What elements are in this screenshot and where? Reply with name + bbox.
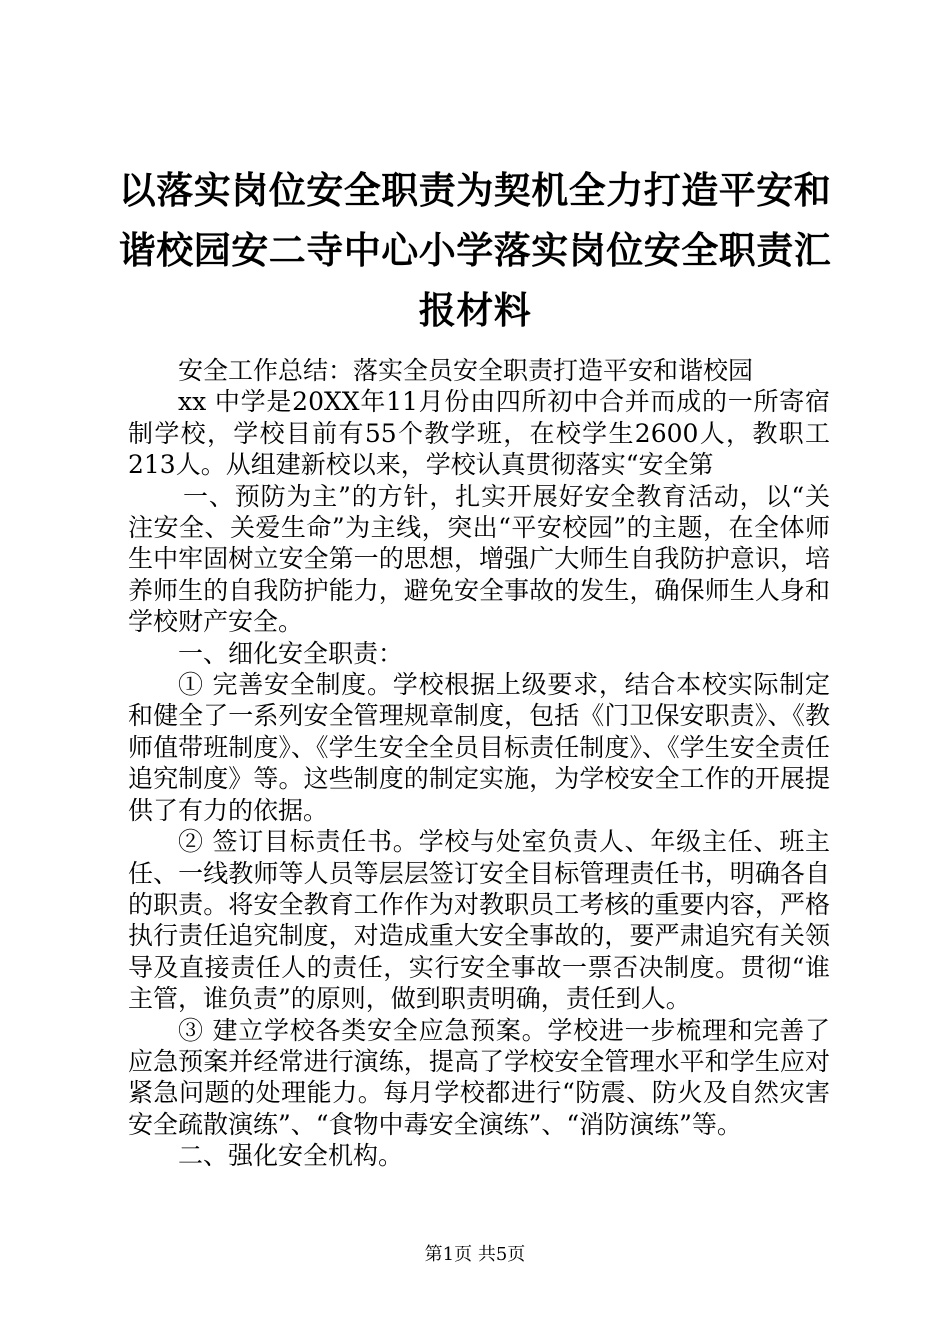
paragraph-item-2: ② 签订目标责任书。学校与处室负责人、年级主任、班主任、一线教师等人员等层层签订安全目标管理责任书，明确各自的职责。将安全教育工作作为对教职员工考核的重要内容，严格执行责任追究制度，对造成重大安全事故的，要严肃追究有关领导及直接责任人的责任，实行安全事故一票否决制度。贯彻“谁主管，谁负责”的原则，做到职责明确，责任到人。 — [128, 827, 830, 1014]
document-body — [128, 355, 830, 1172]
page-footer: 第1页 共5页 — [424, 1244, 526, 1265]
paragraph-item-3: ③ 建立学校各类安全应急预案。学校进一步梳理和完善了应急预案并经常进行演练，提高了学校安全管理水平和学生应对紧急问题的处理能力。每月学校都进行“防震、防火及自然灾害安全疏散演练”、“食物中毒安全演练”、“消防演练”等。 — [128, 1015, 830, 1139]
paragraph-intro: xx 中学是20XX年11月份由四所初中合并而成的一所寄宿制学校，学校目前有55个教学班，在校学生2600人，教职工213人。从组建新校以来，学校认真贯彻落实“安全第 — [128, 387, 830, 480]
paragraph-guideline: 一、预防为主”的方针，扎实开展好安全教育活动，以“关注安全、关爱生命”为主线，突出“平安校园”的主题，在全体师生中牢固树立安全第一的思想，增强广大师生自我防护意识，培养师生的自我防护能力，避免安全事故的发生，确保师生人身和学校财产安全。 — [128, 481, 830, 637]
paragraph-summary-heading: 安全工作总结：落实全员安全职责打造平安和谐校园 — [178, 356, 754, 385]
section-heading-2: 二、强化安全机构。 — [178, 1141, 404, 1171]
paragraph-item-1: ① 完善安全制度。学校根据上级要求，结合本校实际制定和健全了一系列安全管理规章制度，包括《门卫保安职责》、《教师值带班制度》、《学生安全全员目标责任制度》、《学生安全责任追究制度》等。这些制度的制定实施，为学校安全工作的开展提供了有力的依据。 — [128, 670, 830, 825]
section-heading-1: 一、细化安全职责： — [178, 638, 404, 668]
document-title: 以落实岗位安全职责为契机全力打造平安和谐校园安二寺中心小学落实岗位安全职责汇报材料 — [118, 168, 832, 332]
